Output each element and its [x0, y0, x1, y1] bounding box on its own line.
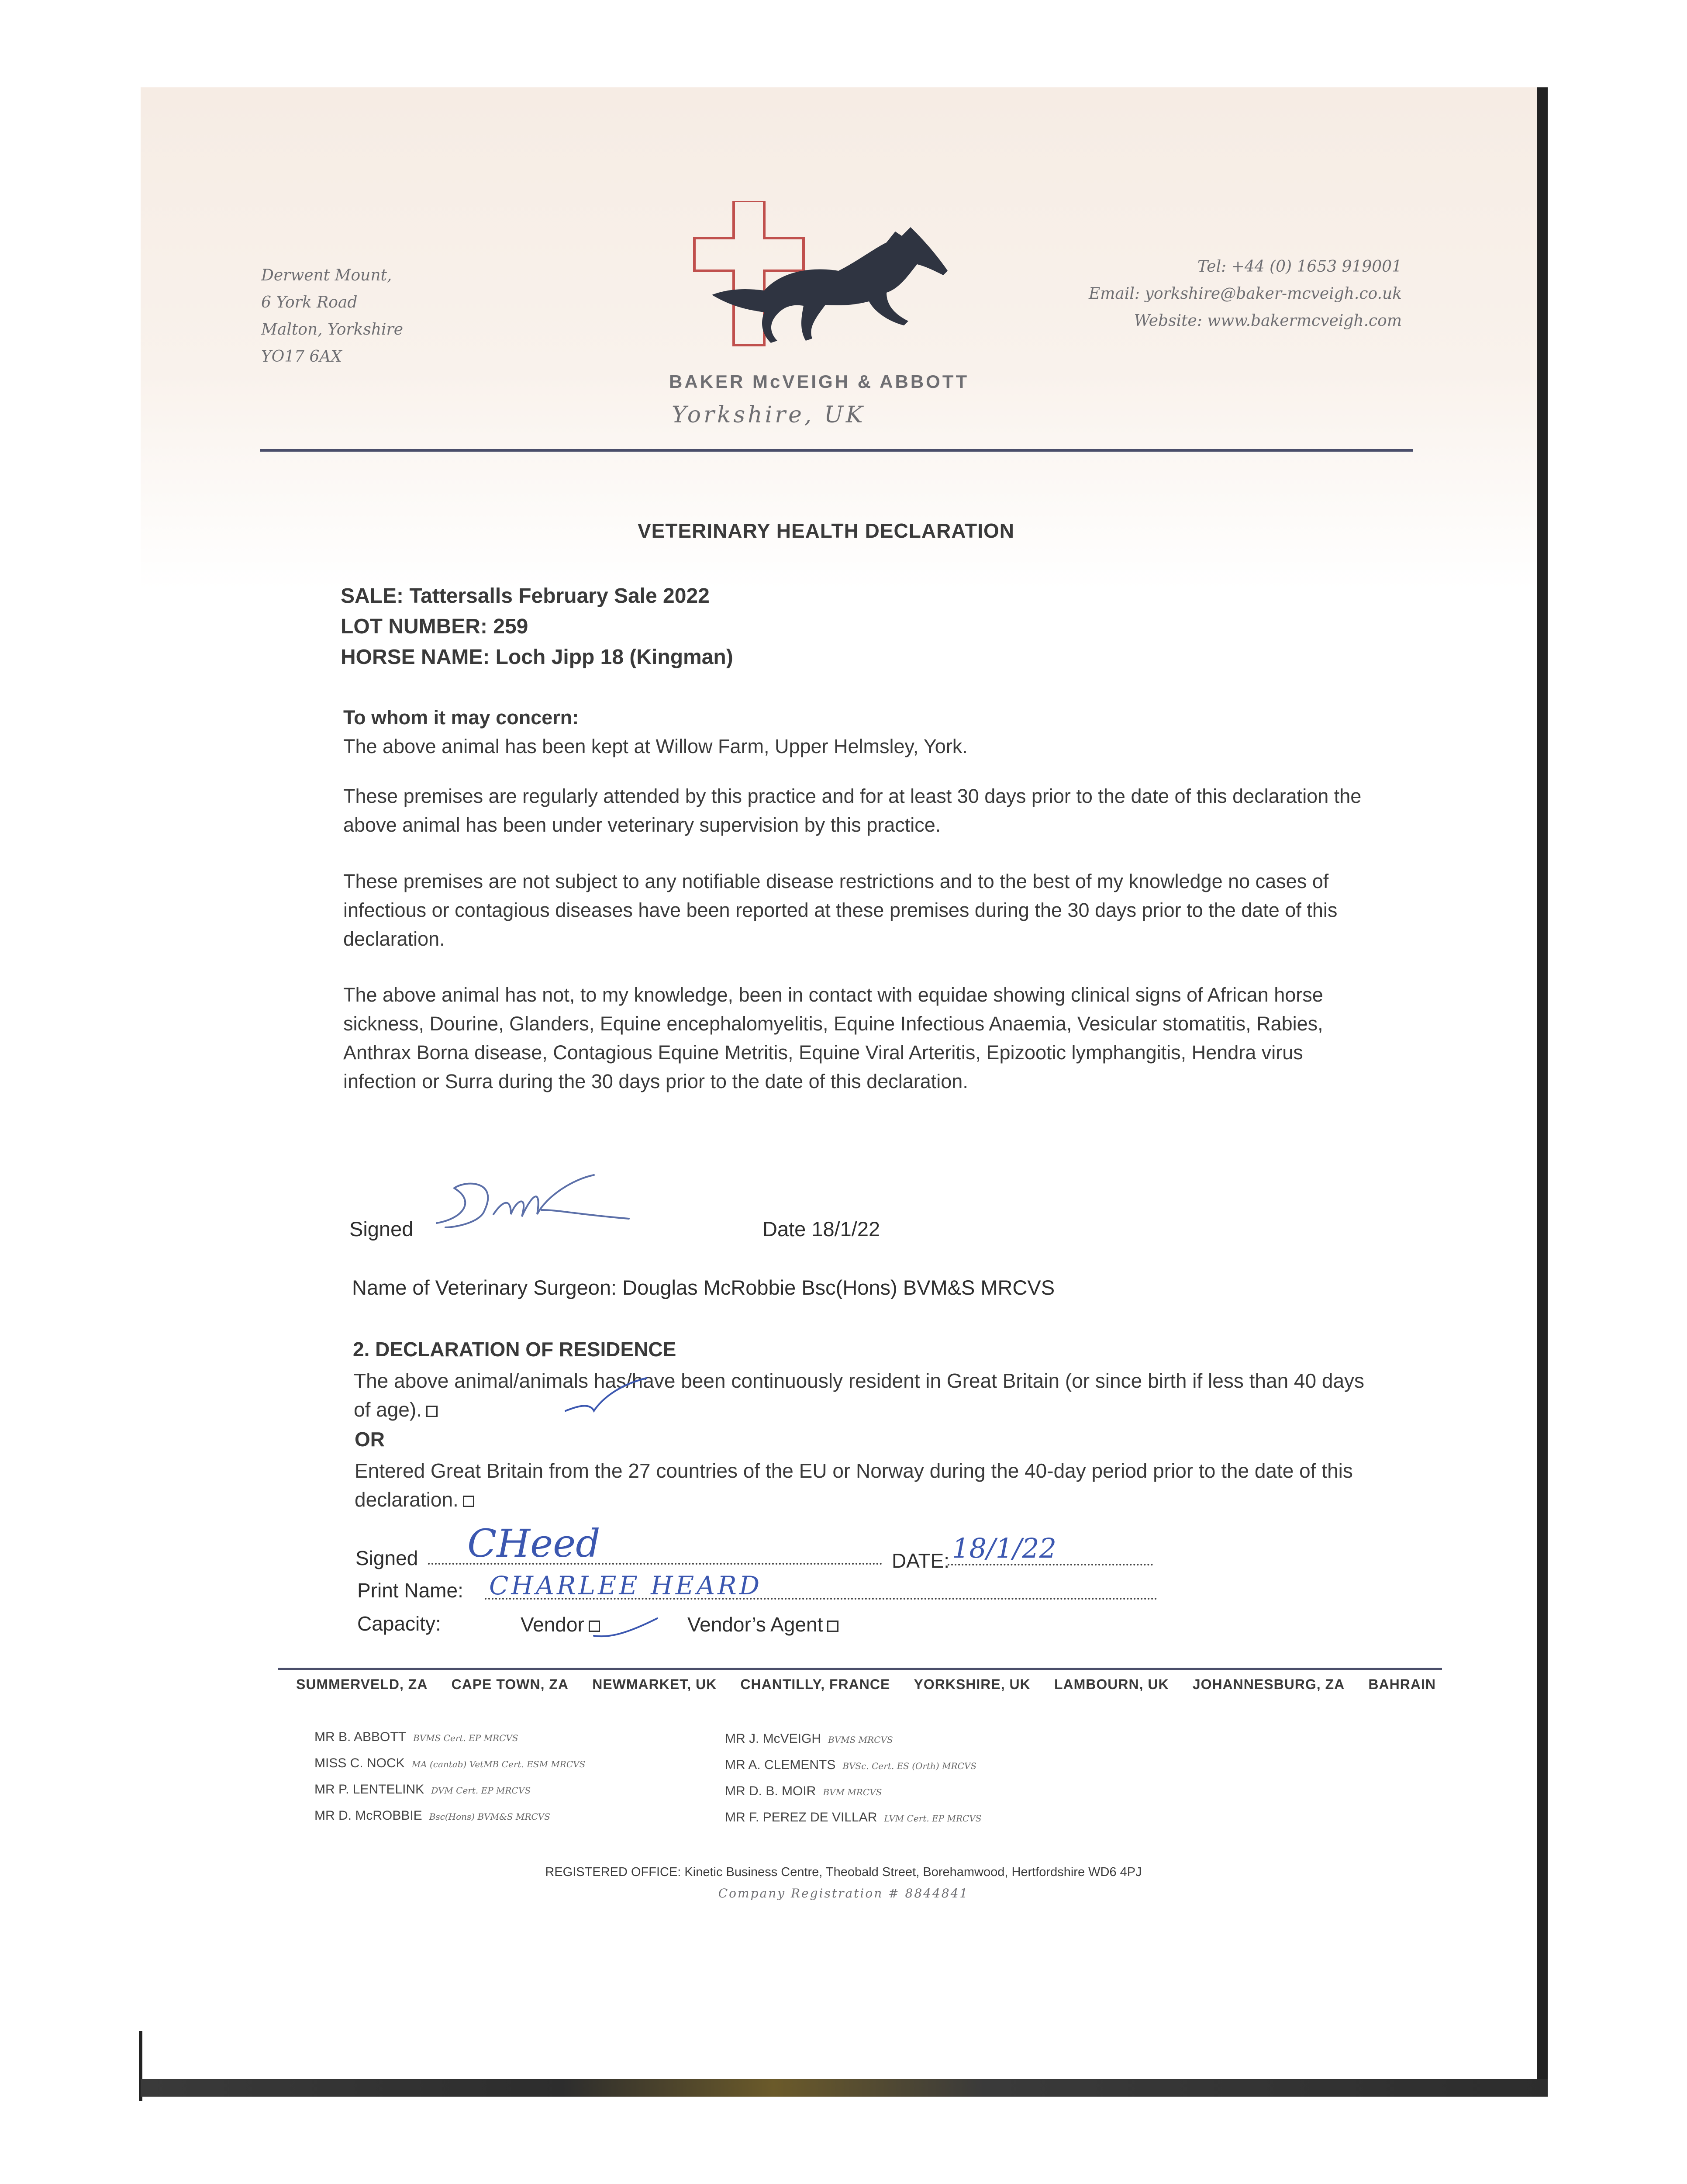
vendor-agent-option: Vendor’s Agent	[687, 1613, 838, 1636]
paragraph-disease-contact: The above animal has not, to my knowledge, been in contact with equidae showing clinical signs of African horse sickness, Dourine, Glanders, Equine encephalomyelitis, Equine Infectious Anaemia, Vesicular stomatitis, Rabies, Anthrax Borna disease, Contagious Equine Metritis, Equine Viral Arteritis, Epizootic lymphangitis, Hendra virus infection or Surra during the 30 days prior to the date of this declaration.	[343, 984, 1323, 1092]
company-registration: Company Registration # 8844841	[718, 1886, 969, 1901]
vet-signature-date: Date 18/1/22	[762, 1217, 880, 1241]
staff-entry: MR D. McROBBIE Bsc(Hons) BVM&S MRCVS	[314, 1808, 550, 1823]
signed-label: Signed	[349, 1217, 414, 1241]
office-locations: SUMMERVELD, ZA CAPE TOWN, ZA NEWMARKET, UK CHANTILLY, FRANCE YORKSHIRE, UK LAMBOURN, UK JOHANNESBURG, ZA BAHRAIN	[296, 1676, 1436, 1692]
residence-heading: 2. DECLARATION OF RESIDENCE	[353, 1338, 676, 1361]
vendor-agent-checkbox[interactable]	[827, 1621, 838, 1632]
vendor-option: Vendor	[521, 1613, 600, 1636]
vendor-check-mark-icon	[592, 1612, 662, 1642]
paragraph-premises: The above animal has been kept at Willow Farm, Upper Helmsley, York.	[343, 735, 968, 757]
page-edge-shadow	[1537, 87, 1548, 2097]
sale-line: SALE: Tattersalls February Sale 2022	[341, 584, 710, 608]
staff-entry: MR J. McVEIGH BVMS MRCVS	[725, 1731, 893, 1746]
check-mark-icon	[563, 1372, 651, 1415]
document-title: VETERINARY HEALTH DECLARATION	[638, 519, 1014, 542]
vendor-signed-label: Signed	[355, 1547, 418, 1569]
declaration-intro	[343, 703, 1370, 761]
practice-location: Yorkshire, UK	[672, 402, 866, 428]
practice-name: BAKER McVEIGH & ABBOTT	[669, 371, 969, 392]
veterinary-surgeon-name: Name of Veterinary Surgeon: Douglas McRobbie Bsc(Hons) BVM&S MRCVS	[352, 1276, 1055, 1299]
staff-list-right	[725, 1726, 981, 1831]
photo-background-strip	[141, 2079, 1548, 2097]
resident-checkbox[interactable]	[426, 1406, 438, 1417]
vendor-signature: CHeed	[467, 1521, 600, 1566]
entered-checkbox[interactable]	[463, 1496, 474, 1507]
sale-details	[341, 581, 733, 673]
veterinary-signature	[428, 1162, 638, 1236]
paragraph-disease-restrictions: These premises are not subject to any notifiable disease restrictions and to the best of my knowledge no cases of infectious or contagious diseases have been reported at these premises during the 30 days prior to the date of this declaration.	[343, 870, 1338, 950]
capacity-label: Capacity:	[357, 1612, 441, 1635]
footer-divider	[278, 1668, 1442, 1670]
practice-contact: Tel: +44 (0) 1653 919001 Email: yorkshire@baker-mcveigh.co.uk Website: www.bakermcveigh.com	[1089, 258, 1402, 330]
date-label: DATE:	[892, 1549, 950, 1572]
print-name-label: Print Name:	[357, 1579, 463, 1602]
paragraph-supervision: These premises are regularly attended by this practice and for at least 30 days prior to the date of this declaration the above animal has been under veterinary supervision by this practice.	[343, 785, 1362, 836]
horse-name-line: HORSE NAME: Loch Jipp 18 (Kingman)	[341, 646, 733, 669]
residence-option-entered: Entered Great Britain from the 27 countries of the EU or Norway during the 40-day period prior to the date of this declaration.	[355, 1459, 1353, 1511]
staff-entry: MR P. LENTELINK DVM Cert. EP MRCVS	[314, 1782, 531, 1797]
vendor-print-name: CHARLEE HEARD	[489, 1571, 762, 1600]
staff-entry: MISS C. NOCK MA (cantab) VetMB Cert. ESM MRCVS	[314, 1756, 586, 1770]
staff-entry: MR A. CLEMENTS BVSc. Cert. ES (Orth) MRCVS	[725, 1758, 977, 1772]
lot-number-line: LOT NUMBER: 259	[341, 615, 528, 638]
salutation: To whom it may concern:	[343, 706, 579, 729]
staff-entry: MR B. ABBOTT BVMS Cert. EP MRCVS	[314, 1730, 518, 1744]
registered-office: REGISTERED OFFICE: Kinetic Business Centre, Theobald Street, Borehamwood, Hertfordshire WD6 4PJ	[545, 1865, 1142, 1879]
or-text: OR	[355, 1428, 385, 1451]
cross-and-horse-logo-icon	[681, 201, 961, 358]
header-divider	[260, 449, 1413, 452]
staff-entry: MR D. B. MOIR BVM MRCVS	[725, 1784, 882, 1798]
residence-option-resident: The above animal/animals has/have been continuously resident in Great Britain (or since birth if less than 40 days of age).	[354, 1369, 1365, 1421]
practice-address: Derwent Mount, 6 York Road Malton, Yorkshire YO17 6AX	[261, 266, 404, 366]
staff-list-left	[314, 1724, 585, 1829]
vendor-date: 18/1/22	[952, 1532, 1057, 1564]
staff-entry: MR F. PEREZ DE VILLAR LVM Cert. EP MRCVS	[725, 1810, 982, 1825]
